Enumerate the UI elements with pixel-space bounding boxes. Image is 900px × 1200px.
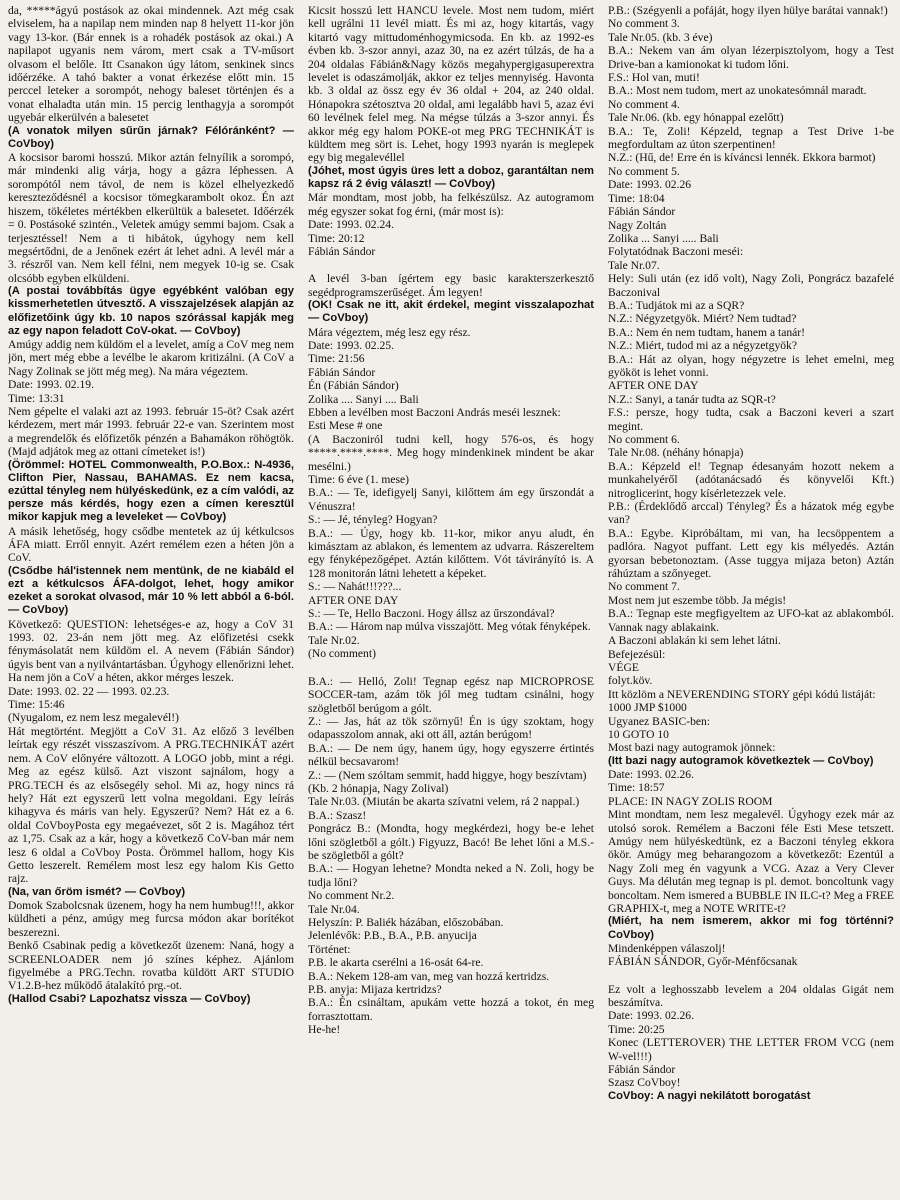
letter-paragraph: Kicsit hosszú lett HANCU levele. Most nem tudom, miért kell ugrálni 11 levél miatt. És mi az, hogy kitartás, vagy kitartó vagy mittudoménhogymicsoda. En kb. az 1992-es évben kb. 3-szor annyi, azaz 30, na ez azért túlzás, de ha a 204 oldalas Fábián&Nagy közös megahypergigasuperextra levelet is odaszámolják, akkor ez teljes mennyiség. Havonta kb. 3 oldal az össz egy év 36 oldal + 204, az 240 oldal. Hónapokra szétosztva 20 oldal, ami legalább havi 5, azaz évi 60 levélnek felel meg. Na mégse túlzás a 3-szor annyi. És akkor még egy halom POKE-ot meg PRG TECHNIKÁT is küldtem meg sört is. Lehet, hogy 1993 nyarán is meglepek egy big megalevéllel [308,4,594,165]
letter-paragraph: N.Z.: (Hű, de! Erre én is kíváncsi lennék. Ekkora barmot) [608,151,876,165]
letter-paragraph: folyt.köv. [608,674,653,688]
letter-paragraph: No comment 4. [608,97,680,111]
letter-paragraph: B.A.: Most nem tudom, mert az unokatesómnál maradt. [608,84,867,98]
letter-paragraph: Tale Nr.07. [608,258,660,272]
letter-paragraph: Ez volt a leghosszabb levelem a 204 oldalas Gigát nem beszámítva. [608,982,894,1010]
letter-paragraph: Jelenlévők: P.B., B.A., P.B. anyucija [308,929,477,943]
editor-reply: (Csődbe hál'istennek nem mentünk, de ne kiabáld el ezt a kétkulcsos ÁFA-dolgot, lehet, hogy amikor ezeket a sorokat olvasod, már 10 % lett abból a 6-ból. — CoVboy) [8,564,294,617]
letter-paragraph: A levél 3-ban ígértem egy basic karakterszerkesztő segédprogramszerűséget. Ám legyen! [308,272,594,299]
letter-paragraph: B.A.: Tudjátok mi az a SQR? [608,298,745,312]
letter-paragraph: Fábián Sándor [608,1063,676,1077]
letter-paragraph: Time: 21:56 [308,352,365,366]
letter-paragraph: Date: 1993. 02. 22 — 1993. 02.23. [8,684,170,698]
letter-paragraph: Ebben a levélben most Baczoni András meséi lesznek: [308,405,561,419]
letter-paragraph: No comment Nr.2. [308,889,395,903]
letter-paragraph: Date: 1993. 02.25. [308,338,394,352]
letter-paragraph: Domok Szabolcsnak üzenem, hogy ha nem humbug!!!, akkor küldheti a pénz, amúgy meg furcsa módon akar borítékot beszerezni. [8,898,294,939]
letter-paragraph: Time: 18:04 [608,191,665,205]
letter-paragraph: Ugyanez BASIC-ben: [608,714,711,728]
letter-paragraph: B.A.: Szasz! [308,808,367,822]
letter-paragraph: Zolika .... Sanyi .... Bali [308,392,419,406]
letter-paragraph: (A Baczoniról tudni kell, hogy 576-os, és hogy *****.****.****. Meg hogy mindenkinek mindent be akar mesélni.) [308,432,594,473]
letter-paragraph: (No comment) [308,647,376,661]
editor-reply: (Miért, ha nem ismerem, akkor mi fog történni? CoVboy) [608,915,894,941]
letter-paragraph: No comment 3. [608,17,680,31]
letter-paragraph: Zolika ... Sanyi ..... Bali [608,231,719,245]
letter-paragraph: B.A.: Tegnap este megfigyeltem az UFO-kat az ablakomból. Vannak nagy ablakaink. [608,607,894,634]
letter-paragraph: Time: 15:46 [8,698,65,712]
letter-paragraph: B.A.: — Helló, Zoli! Tegnap egész nap MICROPROSE SOCCER-tam, azám tök jól meg tudtam csinálni, hogy szögletből berúgom a gólt. [308,674,594,715]
letter-paragraph: B.A.: Te, Zoli! Képzeld, tegnap a Test Drive 1-be megfordultam az úton szerpentinen! [608,124,894,152]
letter-paragraph: No comment 6. [608,433,680,446]
letter-paragraph: Fábián Sándor [308,365,376,379]
letter-paragraph: Time: 20:12 [308,231,365,245]
letter-paragraph: Benkő Csabinak pedig a következőt üzenem: Naná, hogy a SCREENLOADER nem jó színes képhez. Ajánlom figyelmébe a PRG.Techn. rovatba küldött ART STUDIO V1.2.B-hez működő átalakító prg.-ot. [8,939,294,993]
letter-paragraph: Date: 1993. 02.26. [608,767,694,781]
column-middle [308,4,594,1200]
letter-paragraph: Esti Mese # one [308,419,383,433]
editor-reply: CoVboy: A nagyi nekilátott borogatást [608,1089,811,1102]
letter-paragraph: S.: — Jé, tényleg? Hogyan? [308,513,438,527]
column-right [608,4,894,1200]
letter-paragraph: B.A.: Nekem van ám olyan lézerpisztolyom, hogy a Test Drive-ban a kamionokat ki tudom lőni. [608,44,894,71]
letter-paragraph: A Baczoni ablakán ki sem lehet látni. [608,634,781,648]
letter-paragraph: Konec (LETTEROVER) THE LETTER FROM VCG (nem W-vel!!!) [608,1036,894,1063]
letter-paragraph: 1000 JMP $1000 [608,701,687,715]
letter-paragraph: AFTER ONE DAY [608,379,699,393]
letter-paragraph: Time: 18:57 [608,781,665,795]
letter-paragraph: Most bazi nagy autogramok jönnek: [608,741,776,755]
letter-paragraph: Fábián Sándor [608,205,676,219]
letter-paragraph: Hely: Suli után (ez idő volt), Nagy Zoli, Pongrácz bazafelé Baczonival [608,272,894,299]
letter-paragraph: Hát megtörtént. Megjött a CoV 31. Az előző 3 levélben leírtak egy részét visszaszívom. A PRG.TECHNIKÁT azért nem. A CoV előnyére változott. A LOGO jobb, mint a régi. Meg az egész külső. Azt viszont sajnálom, hogy a PRG.TECH és az elsősegély sehol. Mi az, hogy nincs rá hely? Hát ezt egyszerű lett volna megoldani. Egy leírás kihagyva és máris van hely. Egyszerű? Nem? Hát ez a 6. oldal CoVboyPosta egy megaévezet, sőt 2 is. Magához tért az 1,75. Csak az a kár, hogy a következő CoV-ban már nem lesz 6 oldal a CoVboy Posta. Örömmel hallom, hogy Kis Getto leszerelt. Remélem most lesz egy halom Kis Getto rajz. [8,724,294,886]
letter-paragraph: B.A.: Egybe. Kipróbáltam, mi van, ha lecsöppentem a padlóra. Nagyot puffant. Lett egy kis mélyedés. Aztán gyorsan bebetonoztam. (Asse tuggya mijaza beton) Aztán ráhúztam a szőnyeget. [608,526,894,581]
editor-reply: (A postai továbbítás ügye egyébként valóban egy kissmerhetetlen útvesztő. A visszajelzések alapján az előfizetőink úgy kb. 10 napos szórással kapják meg az egy napon feladott CoV-okat. — CoVboy) [8,285,294,337]
letter-paragraph: B.A.: — Úgy, hogy kb. 11-kor, mikor anyu aludt, én kimásztam az ablakon, és lementem az udvarra. Rászereltem egy fényképezőgépet. Aztán kilőttem. Vót távirányító is. A 128 monitorán látni lehetett a képeket. [308,526,594,580]
editor-reply: (Hallod Csabi? Lapozhatsz vissza — CoVboy) [8,992,251,1005]
letter-paragraph: F.S.: persze, hogy tudta, csak a Baczoni keveri a szart megint. [608,406,894,433]
letter-paragraph: Itt közlöm a NEVERENDING STORY gépi kódú listáját: [608,687,876,701]
letter-paragraph: Mindenképpen válaszolj! [608,941,726,955]
letter-paragraph: Befejezésül: [608,647,666,661]
letter-paragraph: No comment 5. [608,164,680,178]
letter-paragraph: VÉGE [608,660,639,674]
letter-paragraph: Tale Nr.02. [308,633,360,647]
letter-paragraph: Tale Nr.03. (Miután be akarta szívatni velem, rá 2 nappal.) [308,795,580,809]
letter-paragraph: Nem gépelte el valaki azt az 1993. február 15-öt? Csak azért kérdezem, mert már 1993. február 22-e van. Szerintem most a megrendelők és előfizetők pénzén a Bahamákon röhögtök. (Majd adjátok meg az ottani címeteket is!) [8,404,294,459]
letter-paragraph: Történet: [308,942,351,956]
letter-paragraph: B.A.: Nem én nem tudtam, hanem a tanár! [608,325,806,339]
letter-paragraph: Time: 20:25 [608,1022,665,1036]
letter-paragraph: Most nem jut eszembe több. Ja mégis! [608,593,787,607]
letter-paragraph: Tale Nr.06. (kb. egy hónappal ezelőtt) [608,111,784,125]
letter-paragraph: Date: 1993. 02.19. [8,378,94,392]
column-left [8,4,294,1200]
letter-paragraph: Date: 1993. 02.26. [608,1009,694,1023]
letter-paragraph: B.A.: — Hogyan lehetne? Mondta neked a N. Zoli, hogy be tudja lőni? [308,862,594,889]
letter-paragraph: Date: 1993. 02.26 [608,178,692,192]
letter-paragraph: Mára végeztem, még lesz egy rész. [308,325,471,339]
letter-paragraph: P.B.: (Szégyenli a pofáját, hogy ilyen hülye barátai vannak!) [608,4,888,17]
letter-paragraph: Tale Nr.05. (kb. 3 éve) [608,30,713,44]
letter-paragraph: Folytatódnak Baczoni meséi: [608,245,744,259]
letter-paragraph: B.A.: Én csináltam, apukám vette hozzá a tokot, én meg forrasztottam. [308,996,594,1023]
letter-paragraph: AFTER ONE DAY [308,593,399,607]
letter-paragraph: (Nyugalom, ez nem lesz megalevél!) [8,711,179,725]
letter-paragraph: B.A.: Képzeld el! Tegnap édesanyám hozott nekem a munkahelyéről (adótanácsadó és könyvelői Kft.) nitroglicerint, hogy kísérletezzek vele. [608,459,894,500]
letter-paragraph: He-he! [308,1023,341,1037]
editor-reply: (Örömmel: HOTEL Commonwealth, P.O.Box.: N-4936, Clifton Pier, Nassau, BAHAMAS. Ez nem kacsa, ezúttal tényleg nem hülyéskedünk, ez a cím valódi, az persze más kérdés, hogy ezen a címen keresztül mikor kapjuk meg a leveleket — CoVboy) [8,458,294,524]
letter-paragraph: Tale Nr.04. [308,902,360,916]
letter-paragraph: Time: 6 éve (1. mese) [308,473,409,486]
letter-paragraph: B.A.: Hát az olyan, hogy négyzetre is lehet emelni, meg gyököt is lehet vonni. [608,352,894,379]
letter-paragraph: Szasz CoVboy! [608,1076,681,1090]
letter-paragraph: Helyszín: P. Baliék házában, előszobában. [308,916,504,929]
letter-paragraph: B.A.: Nekem 128-am van, meg van hozzá kertridzs. [308,969,550,983]
letter-paragraph: (Kb. 2 hónapja, Nagy Zolival) [308,781,449,795]
editor-reply: (OK! Csak ne itt, akit érdekel, megint visszalapozhat — CoVboy) [308,299,594,325]
letter-paragraph: B.A.: — Te, idefigyelj Sanyi, kilőttem ám egy űrszondát a Vénuszra! [308,486,594,513]
letter-paragraph: N.Z.: Miért, tudod mi az a négyzetgyök? [608,339,797,353]
letter-paragraph: Amúgy addig nem küldöm el a levelet, amíg a CoV meg nem jön, mert még ebbe a levélbe le akarom kritizálni. (A CoV a Nagy Zolinak se jött még meg). Na mára végeztem. [8,337,294,378]
letter-paragraph: Már mondtam, most jobb, ha felkészülsz. Az autogramom még egyszer sokat fog érni, (már most is): [308,191,594,218]
editor-reply: (A vonatok milyen sűrűn járnak? Félóránként? — CoVboy) [8,124,294,150]
letter-paragraph: Pongrácz B.: (Mondta, hogy megkérdezi, hogy be-e lehet lőni szögletből a gólt.) Figyuzz, Bacó! Be lehet lőni a M.S.-be szögletből a gólt? [308,822,594,862]
letter-paragraph: No comment 7. [608,580,680,594]
letter-paragraph: 10 GOTO 10 [608,727,669,741]
letter-paragraph: B.A.: — Három nap múlva visszajött. Meg vótak fényképek. [308,620,591,634]
letter-paragraph: Mint mondtam, nem lesz megalevél. Úgyhogy ezek már az utolsó sorok. Remélem a Baczoni féle Esti Mese tetszett. Amúgy nem hülyéskedtünk, ez a Baczoni tényleg ekkora ökör. Amúgy meg beharangozom a következőt: Ezentúl a Nagy Zoli meg én vagyunk a VCG. Azaz a Very Clever Guys. Ma délután meg tegnap is pl. demot. boncoltunk vagy boncoltam. Nem ismered a BUBBLE IN ILC-t? Meg a FREE GRAPHIX-t, meg a NOTE WRITE-t? [608,808,894,916]
letter-paragraph: Z.: — (Nem szóltam semmit, hadd higgye, hogy beszívtam) [308,768,587,782]
letter-paragraph: A kocsisor baromi hosszú. Mikor aztán felnyílik a sorompó, már mindenki alig várja, hogy a gázra léphessen. A sorompótól nem távol, de nem is közel elhelyezkedő kereszteződésnél a kocsisor tömegkarambolt okoz. Én azt hiszem, tökéletes mértékben elkerültük a balesetet. Időérzék = 0. Postásoké szintén., Veletek amúgy semmi bajom. Csak a terjesztéssel! Nem a ti hibátok, úgyhogy nem kell megsértődni, de a Jenőnek ezért át lehet adni. A levél már a 3. részről van. Nem kell félni, nem megyek 10-ig se. Csak olcsóbb egyben elküldeni. [8,151,294,285]
letter-paragraph: S.: — Nahát!!!???... [308,580,402,594]
letter-paragraph: Én (Fábián Sándor) [308,379,399,393]
letter-paragraph: P.B.: (Érdeklődő arccal) Tényleg? És a házatok még egybe van? [608,500,894,527]
letter-paragraph: FÁBIÁN SÁNDOR, Győr-Ménfőcsanak [608,955,798,969]
letter-paragraph: PLACE: IN NAGY ZOLIS ROOM [608,794,773,808]
letter-paragraph: Time: 13:31 [8,391,65,405]
letter-paragraph: N.Z.: Négyzetgyök. Miért? Nem tudtad? [608,312,797,326]
letter-paragraph: Z.: — Jas, hát az tök szörnyű! Én is úgy szoktam, hogy odapasszolom annak, aki ott áll, aztán berúgom! [308,714,594,742]
letter-paragraph: da, *****ágyú postások az okai mindennek. Azt még csak elviselem, ha a napilap nem minden nap 8 helyett 11-kor jön vagy 13-kor. (Bár ennek is a rohadék postások az okai.) A napilapot ugyanis nem várom, mert csak a TV-műsort olvasom el belőle. Itt Csanakon úgy látom, senkinek sincs időérzéke. A tahó bakter a vonat érkezése előtt min. 15 perccel leteker a sorompót, nehogy baleset történjen és a vonat elhaladta után min. 15 percig lenthagyja a sorompót ugyebár elkerülvén a balesetet [8,4,294,125]
editor-reply: (Itt bazi nagy autogramok következtek — CoVboy) [608,754,874,767]
letter-paragraph: Date: 1993. 02.24. [308,218,394,232]
letter-paragraph: Fábián Sándor [308,244,376,258]
letter-paragraph: P.B. anyja: Mijaza kertridzs? [308,983,442,997]
editor-reply: (Na, van őröm ismét? — CoVboy) [8,885,186,898]
editor-reply: (Jóhet, most úgyis üres lett a doboz, garantáltan nem kapsz rá 2 évig választ! — CoVboy) [308,164,594,191]
letter-paragraph: Tale Nr.08. (néhány hónapja) [608,446,744,460]
letter-paragraph: N.Z.: Sanyi, a tanár tudta az SQR-t? [608,392,776,406]
letter-paragraph: Következő: QUESTION: lehetséges-e az, hogy a CoV 31 1993. 02. 23-án nem jött meg. Az előfizetési csekk fénymásolatát nem küldöm el. A nevem (Fábián Sándor) úgyis bent van a nyilvántartásban. Úgyhogy ellenőrizni lehet. Ha nem jön a CoV a héten, akkor mérges leszek. [8,617,294,685]
letter-paragraph: F.S.: Hol van, muti! [608,71,700,85]
letter-paragraph: P.B. le akarta cserélni a 16-osát 64-re. [308,956,484,970]
letter-paragraph: B.A.: — De nem úgy, hanem úgy, hogy egyszerre értintés nélkül becsavarom! [308,741,594,769]
letter-paragraph: A másik lehetőség, hogy csődbe mentetek az új kétkulcsos ÁFA miatt. Erről ennyit. Azért remélem ezen a héten jön a CoV. [8,524,294,565]
letter-paragraph: Nagy Zoltán [608,218,667,232]
letter-paragraph: S.: — Te, Hello Baczoni. Hogy állsz az űrszondával? [308,607,555,621]
